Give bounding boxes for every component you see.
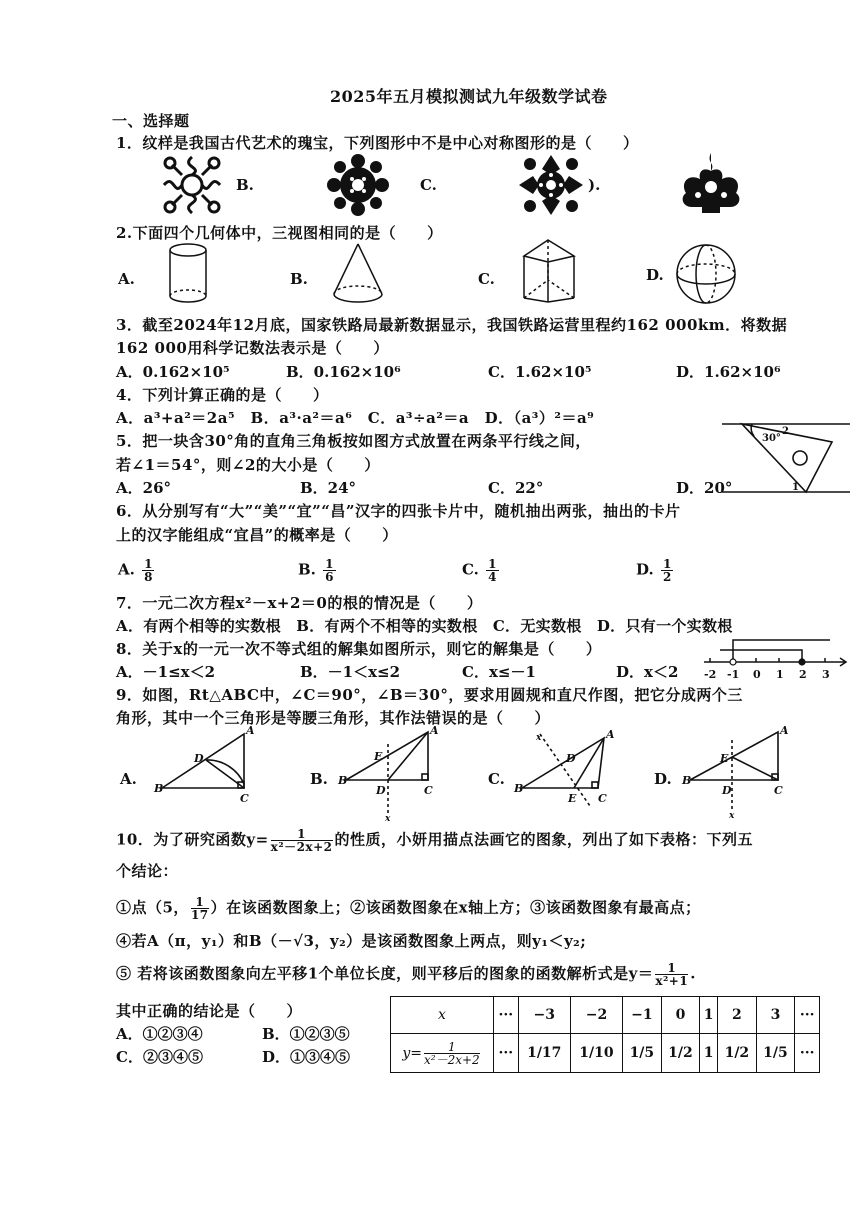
q6-option-c-fraction <box>486 558 498 583</box>
table-cell: 2 <box>718 997 757 1034</box>
q9-figure-b <box>336 724 446 824</box>
q10-ask: 其中正确的结论是（ ） <box>116 1002 303 1020</box>
q6-option-c <box>462 558 501 583</box>
q10-c5-denominator: x²+1 <box>655 974 689 988</box>
q2-sphere-image <box>674 242 738 306</box>
q6-option-d-fraction <box>661 558 673 583</box>
q5-stem-line1: 5．把一块含30°角的直角三角板按如图方式放置在两条平行线之间， <box>116 432 591 450</box>
q10-c1-denominator: 17 <box>190 908 209 922</box>
svg-text:C: C <box>424 784 433 797</box>
q10-stem-start: 10．为了研究函数y= <box>116 830 269 849</box>
table-cell: 1 <box>700 1034 718 1073</box>
q10-c5-text: ⑤ 若将该函数图象向左平移1个单位长度，则平移后的图象的函数解析式是y＝ <box>116 964 654 983</box>
q1-stem: 1．纹样是我国古代艺术的瑰宝，下列图形中不是中心对称图形的是（ ） <box>116 134 639 152</box>
q10-c1-start: ①点（5， <box>116 898 189 917</box>
q10-func-denominator: x²－2x+2 <box>270 840 333 854</box>
q6-c-denominator: 4 <box>488 570 497 584</box>
q6-option-a-label: A. <box>118 560 135 579</box>
q6-b-denominator: 6 <box>325 570 334 584</box>
q2-cone-image <box>330 242 390 306</box>
q8-option-d: D．x＜2 <box>616 663 679 681</box>
q2-option-d-label: D. <box>646 266 664 284</box>
table-cell: −2 <box>570 997 622 1034</box>
q9-figure-c <box>512 726 622 826</box>
q1-option-d-label: ). <box>588 176 601 194</box>
q10-option-d: D．①③④⑤ <box>262 1048 351 1066</box>
svg-text:x: x <box>536 733 542 743</box>
svg-text:D: D <box>722 784 732 797</box>
svg-text:B: B <box>338 774 348 787</box>
table-cell: ··· <box>795 997 820 1034</box>
table-cell: −3 <box>518 997 570 1034</box>
q1-pattern-c-image <box>516 153 586 217</box>
q10-option-a: A．①②③④ <box>116 1025 203 1043</box>
q7-stem: 7．一元二次方程x²－x+2＝0的根的情况是（ ） <box>116 594 483 612</box>
svg-text:C: C <box>774 784 783 797</box>
q8-tick-label: -2 <box>704 668 717 681</box>
table-cell: ··· <box>494 997 519 1034</box>
q1-option-b-label: B. <box>236 176 254 194</box>
table-row-x <box>391 997 820 1034</box>
q2-option-a-label: A. <box>118 270 135 288</box>
q6-b-numerator: 1 <box>325 557 334 571</box>
svg-text:A: A <box>606 728 615 741</box>
q6-a-numerator: 1 <box>144 557 153 571</box>
q1-option-c-label: C. <box>420 176 437 194</box>
table-y-numerator: 1 <box>424 1041 480 1054</box>
table-cell: 1/17 <box>518 1034 570 1073</box>
q8-tick-label: 3 <box>822 668 830 681</box>
q9-option-a-label: A. <box>120 770 137 788</box>
svg-text:E: E <box>568 792 577 805</box>
svg-text:A: A <box>246 724 255 737</box>
q6-option-d-label: D. <box>636 560 654 579</box>
q10-value-table <box>390 996 820 1073</box>
svg-text:D: D <box>376 784 386 797</box>
q6-option-b-fraction <box>323 558 335 583</box>
svg-text:A: A <box>780 724 789 737</box>
q9-option-b-label: B. <box>310 770 328 788</box>
q9-stem-line1: 9．如图，Rt△ABC中，∠C＝90°，∠B＝30°，要求用圆规和直尺作图，把它分成两个三 <box>116 686 743 704</box>
q8-tick-label: 1 <box>776 668 784 681</box>
table-y-label: y= <box>402 1045 422 1061</box>
q10-c5-fraction <box>655 962 688 987</box>
q10-c1-numerator: 1 <box>191 896 209 909</box>
q10-conclusion-4: ④若A（π，y₁）和B（－√3，y₂）是该函数图象上两点，则y₁＜y₂; <box>116 932 587 950</box>
svg-text:B: B <box>154 782 164 795</box>
q8-number-line <box>700 632 850 682</box>
q6-c-numerator: 1 <box>488 557 497 571</box>
q10-stem-end: 的性质，小妍用描点法画它的图象，列出了如下表格：下列五 <box>334 830 754 849</box>
q2-option-b-label: B. <box>290 270 308 288</box>
svg-text:A: A <box>430 724 439 737</box>
q4-stem: 4．下列计算正确的是（ ） <box>116 386 329 404</box>
table-cell: 1/5 <box>756 1034 795 1073</box>
q1-pattern-d-image <box>676 153 746 215</box>
q10-c1-end: ）在该函数图象上；②该函数图象在x轴上方；③该函数图象有最高点； <box>210 898 701 917</box>
q10-function-fraction <box>271 828 333 853</box>
q6-a-denominator: 8 <box>144 570 153 584</box>
q8-option-b: B．－1＜x≤2 <box>300 663 401 681</box>
table-row-y <box>391 1034 820 1073</box>
section-heading: 一、选择题 <box>112 112 190 130</box>
q1-pattern-b-image <box>326 153 390 217</box>
q8-tick-label: 0 <box>753 668 761 681</box>
q6-option-a <box>118 558 156 583</box>
q10-option-b: B．①②③⑤ <box>262 1025 350 1043</box>
q8-tick-label: -1 <box>727 668 740 681</box>
table-cell: 1 <box>700 997 718 1034</box>
q10-conclusion-5: ⑤ 若将该函数图象向左平移1个单位长度，则平移后的图象的函数解析式是y＝ $\frac{1}{\text{x²+1}}$ . <box>116 961 696 988</box>
q6-option-a-fraction <box>142 558 154 583</box>
table-cell: 0 <box>661 997 700 1034</box>
q10-stem-line1 <box>116 828 753 853</box>
q9-stem-line2: 角形，其中一个三角形是等腰三角形，其作法错误的是（ ） <box>116 709 551 727</box>
q8-stem: 8．关于x的一元一次不等式组的解集如图所示，则它的解集是（ ） <box>116 640 602 658</box>
q2-cylinder-image <box>168 242 212 306</box>
q8-tick-label: 2 <box>799 668 807 681</box>
svg-text:D: D <box>566 752 576 765</box>
q3-stem-line1: 3．截至2024年12月底，国家铁路局最新数据显示，我国铁路运营里程约162 000km．将数据 <box>116 316 788 334</box>
q10-stem-line2: 个结论： <box>116 862 179 880</box>
q9-option-d-label: D. <box>654 770 672 788</box>
q1-pattern-a-image <box>160 153 224 217</box>
q7-options: A．有两个相等的实数根 B．有两个不相等的实数根 C．无实数根 D．只有一个实数根 <box>116 617 733 635</box>
q4-options: A．a³+a²＝2a⁵ B．a³·a²＝a⁶ C．a³÷a²＝a D．（a³）²＝a⁹ <box>116 409 595 427</box>
table-cell: 1/2 <box>718 1034 757 1073</box>
svg-text:E: E <box>720 752 729 765</box>
svg-text:x: x <box>385 814 391 824</box>
q6-option-c-label: C. <box>462 560 479 579</box>
q10-option-c: C．②③④⑤ <box>116 1048 203 1066</box>
q9-figure-a <box>152 726 262 806</box>
q8-tick-labels <box>704 668 830 681</box>
table-cell: ··· <box>795 1034 820 1073</box>
table-header-x: x <box>391 997 494 1034</box>
q6-stem-line2: 上的汉字能组成“宜昌”的概率是（ ） <box>116 526 398 544</box>
table-cell: 1/10 <box>570 1034 622 1073</box>
q3-option-b: B．0.162×10⁶ <box>286 363 401 381</box>
q5-option-c: C．22° <box>488 479 544 497</box>
q2-prism-image <box>520 236 580 306</box>
svg-text:x: x <box>729 811 735 821</box>
q5-angle-30-label: 30° <box>762 433 781 444</box>
q6-option-b-label: B. <box>298 560 316 579</box>
svg-text:E: E <box>374 750 383 763</box>
q3-stem-line2: 162 000用科学记数法表示是（ ） <box>116 339 389 357</box>
q9-figure-d <box>680 724 790 824</box>
svg-text:C: C <box>598 792 607 805</box>
q5-option-a: A．26° <box>116 479 172 497</box>
table-cell: ··· <box>494 1034 519 1073</box>
q5-stem-line2: 若∠1＝54°，则∠2的大小是（ ） <box>116 456 380 474</box>
q10-conclusion-1 <box>116 896 701 921</box>
table-y-fraction <box>424 1041 480 1066</box>
q10-c5-numerator: 1 <box>655 962 688 975</box>
table-y-denominator: x²－2x+2 <box>423 1052 480 1067</box>
q5-option-d: D．20° <box>676 479 733 497</box>
svg-text:D: D <box>194 752 204 765</box>
q10-c1-fraction <box>191 896 209 921</box>
q3-option-a: A．0.162×10⁵ <box>116 363 230 381</box>
q5-angle-2-label: 2 <box>782 426 789 437</box>
table-cell: 1/2 <box>661 1034 700 1073</box>
q6-option-b <box>298 558 338 583</box>
q5-angle-1-label: 1 <box>792 482 799 493</box>
q5-option-b: B．24° <box>300 479 357 497</box>
svg-text:C: C <box>240 792 249 805</box>
table-cell: 3 <box>756 997 795 1034</box>
q2-stem: 2.下面四个几何体中，三视图相同的是（ ） <box>116 224 443 242</box>
table-header-y <box>391 1034 494 1073</box>
q9-option-c-label: C. <box>488 770 505 788</box>
q10-func-numerator: 1 <box>271 828 333 841</box>
q6-stem-line1: 6．从分别写有“大”“美”“宜”“昌”汉字的四张卡片中，随机抽出两张，抽出的卡片 <box>116 502 681 520</box>
table-cell: −1 <box>623 997 662 1034</box>
q6-d-numerator: 1 <box>662 557 672 571</box>
table-cell: 1/5 <box>623 1034 662 1073</box>
q3-option-c: C．1.62×10⁵ <box>488 363 592 381</box>
q8-option-a: A．－1≤x＜2 <box>116 663 216 681</box>
svg-text:B: B <box>682 774 692 787</box>
page-title: 2025年五月模拟测试九年级数学试卷 <box>330 87 608 106</box>
q2-option-c-label: C. <box>478 270 495 288</box>
svg-text:B: B <box>514 782 524 795</box>
q6-d-denominator: 2 <box>662 570 672 584</box>
q5-triangle-figure <box>722 416 852 496</box>
q6-option-d <box>636 558 675 583</box>
q3-option-d: D．1.62×10⁶ <box>676 363 781 381</box>
q8-option-c: C．x≤－1 <box>462 663 536 681</box>
